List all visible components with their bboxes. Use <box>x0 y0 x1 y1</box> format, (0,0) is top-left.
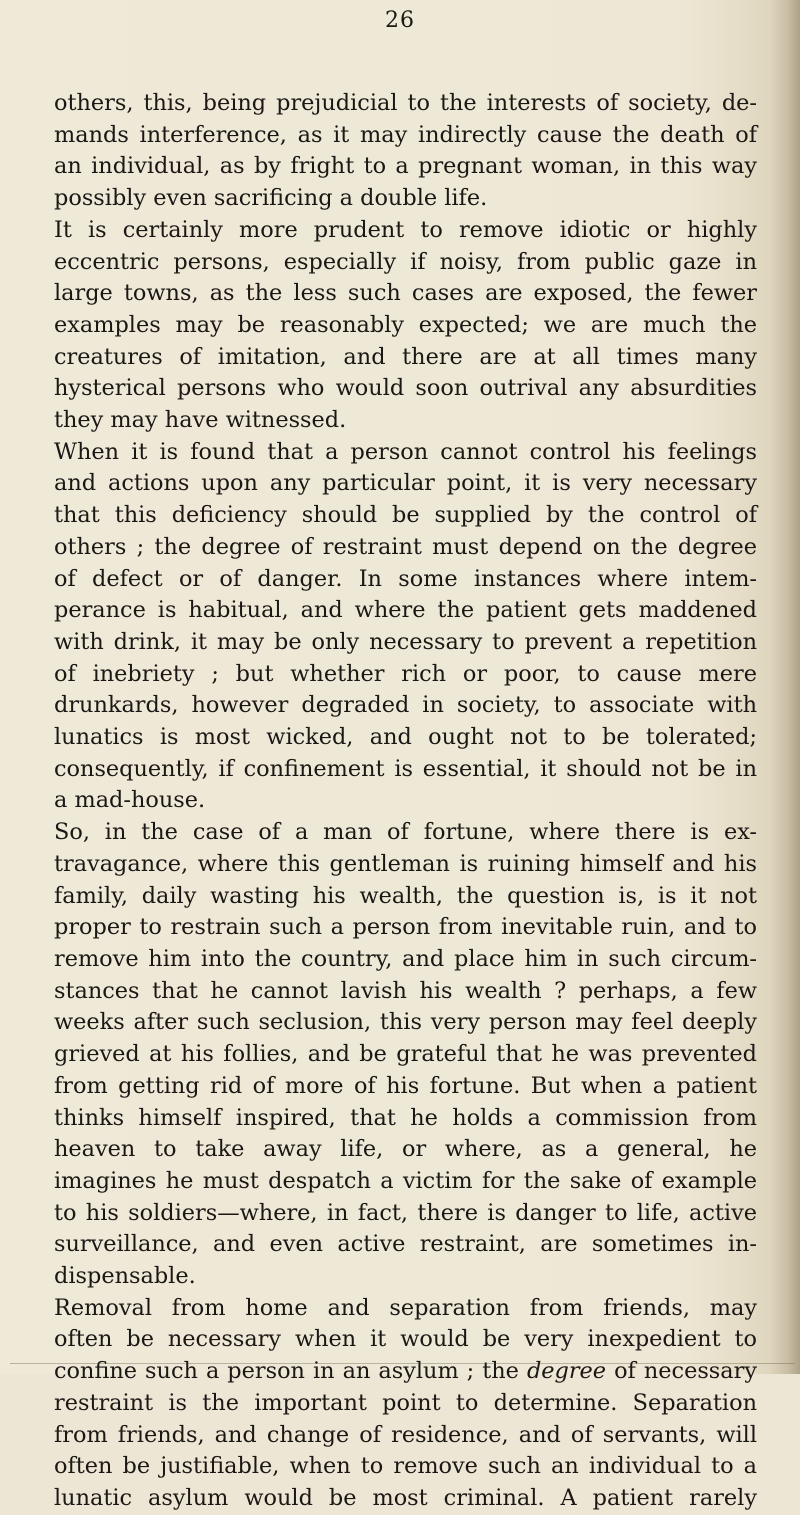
text-line: eccentric persons, especially if noisy, from public gaze in <box>54 248 757 275</box>
text-line: grieved at his follies, and be grateful that he was prevented <box>54 1041 757 1068</box>
text-line: stances that he cannot lavish his wealth ? perhaps, a few <box>54 977 757 1004</box>
text-line: from getting rid of more of his fortune. But when a patient <box>54 1072 757 1099</box>
text-line: creatures of imitation, and there are at all times many <box>54 343 757 370</box>
text-line: travagance, where this gentleman is ruining himself and his <box>54 850 757 877</box>
text-line: a mad-house. <box>54 787 206 814</box>
text-line: to his soldiers—where, in fact, there is danger to life, active <box>54 1199 757 1226</box>
text-line: and actions upon any particular point, it is very necessary <box>54 470 757 497</box>
text-line: often be justifiable, when to remove such an individual to a <box>54 1453 757 1480</box>
text-line: When it is found that a person cannot control his feelings <box>54 438 757 465</box>
text-line: drunkards, however degraded in society, to associate with <box>54 692 757 719</box>
text-line: perance is habitual, and where the patient gets maddened <box>54 597 757 624</box>
text-line: thinks himself inspired, that he holds a commission from <box>54 1104 757 1131</box>
text-line: of inebriety ; but whether rich or poor, to cause mere <box>54 660 757 687</box>
text-line: So, in the case of a man of fortune, where there is ex- <box>54 819 757 846</box>
text-line: examples may be reasonably expected; we are much the <box>54 311 757 338</box>
text-segment: confine such a person in an asylum ; the <box>54 1358 527 1385</box>
text-line: large towns, as the less such cases are exposed, the fewer <box>54 280 757 307</box>
text-line: hysterical persons who would soon outrival any absurdities <box>54 375 757 402</box>
text-line: dispensable. <box>54 1263 196 1290</box>
text-line: family, daily wasting his wealth, the question is, is it not <box>54 882 757 909</box>
text-line: lunatics is most wicked, and ought not to be tolerated; <box>54 724 757 751</box>
text-line: others ; the degree of restraint must depend on the degree <box>54 533 757 560</box>
page-number: 26 <box>385 8 415 33</box>
text-line: restraint is the important point to determine. Separation <box>54 1389 757 1416</box>
text-line: proper to restrain such a person from inevitable ruin, and to <box>54 914 757 941</box>
text-line: consequently, if confinement is essential, it should not be in <box>54 755 757 782</box>
text-line: often be necessary when it would be very inexpedient to <box>54 1326 757 1353</box>
text-line: imagines he must despatch a victim for the sake of example <box>54 1167 757 1194</box>
text-line: weeks after such seclusion, this very person may feel deeply <box>54 1009 757 1036</box>
emphasized-word: degree <box>526 1358 607 1385</box>
text-line: heaven to take away life, or where, as a general, he <box>54 1136 757 1163</box>
text-line: possibly even sacrificing a double life. <box>54 185 488 212</box>
text-line: with drink, it may be only necessary to prevent a repetition <box>54 628 757 655</box>
page-edge-shadow <box>770 0 800 1374</box>
text-line <box>54 1356 757 1388</box>
text-line: from friends, and change of residence, and of servants, will <box>54 1421 757 1448</box>
text-line: remove him into the country, and place him in such circum- <box>54 945 757 972</box>
text-segment: of necessary <box>606 1358 757 1385</box>
text-line: that this deficiency should be supplied by the control of <box>54 502 757 529</box>
text-line: they may have witnessed. <box>54 407 347 434</box>
text-line: mands interference, as it may indirectly cause the death of <box>54 121 757 148</box>
text-line: It is certainly more prudent to remove idiotic or highly <box>54 216 757 243</box>
text-line: lunatic asylum would be most criminal. A patient rarely <box>54 1484 757 1511</box>
text-line: an individual, as by fright to a pregnant woman, in this way <box>54 153 757 180</box>
text-line: surveillance, and even active restraint, are sometimes in- <box>54 1231 757 1258</box>
text-line: Removal from home and separation from friends, may <box>54 1294 757 1321</box>
text-line: of defect or of danger. In some instances where intem- <box>54 565 757 592</box>
text-line: others, this, being prejudicial to the interests of society, de- <box>54 90 757 116</box>
page-bottom-edge <box>10 1363 795 1364</box>
body-text <box>54 88 757 1515</box>
